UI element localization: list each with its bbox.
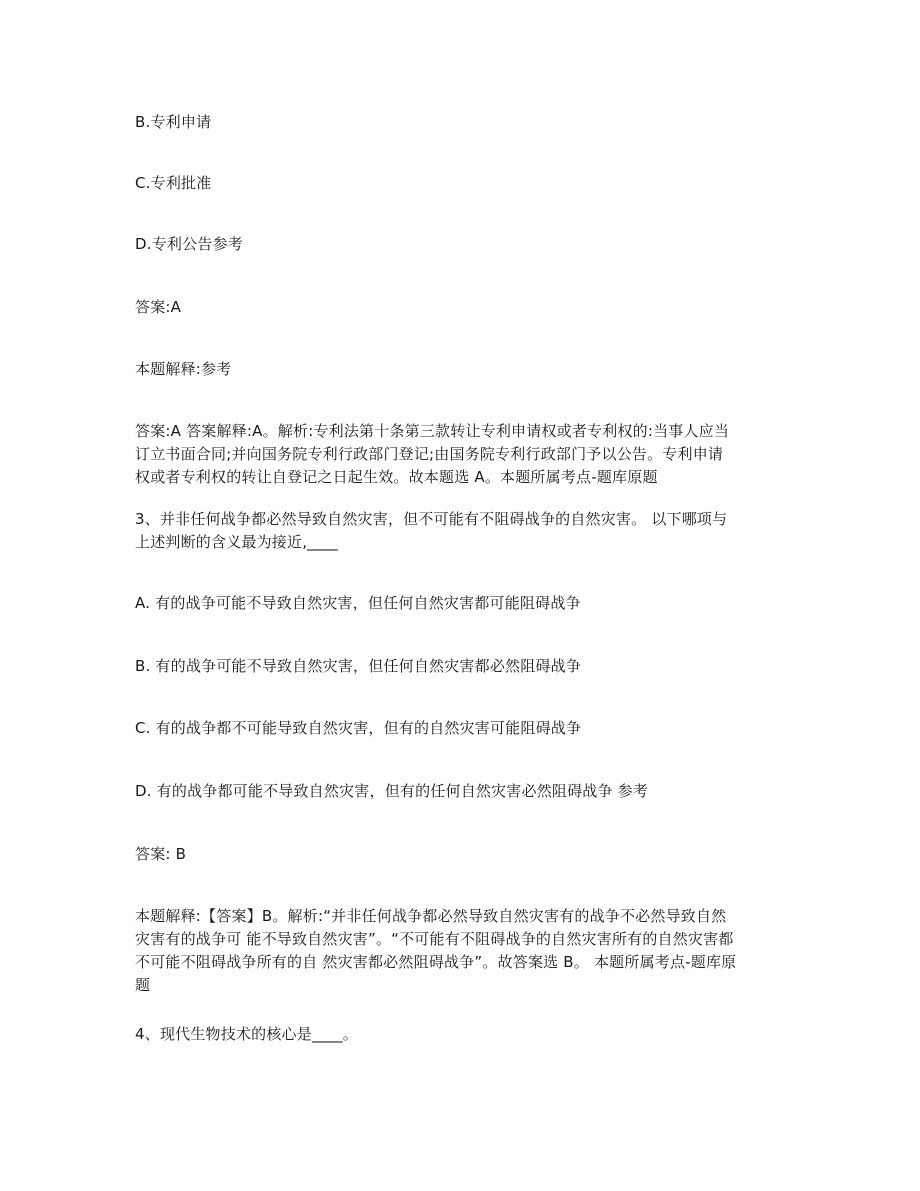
q3-option-c: C. 有的战争都不可能导致自然灾害，但有的自然灾害可能阻碍战争	[135, 719, 582, 737]
q2-option-d: D.专利公告参考	[135, 235, 243, 253]
q2-explanation-line-1: 答案:A 答案解释:A。解析:专利法第十条第三款转让专利申请权或者专利权的:当事人应当	[135, 422, 730, 440]
q2-explanation-line-3: 权或者专利权的转让自登记之日起生效。故本题选 A。本题所属考点-题库原题	[135, 468, 658, 486]
q3-answer: 答案: B	[135, 845, 187, 863]
q2-explain-label: 本题解释:参考	[135, 360, 232, 378]
q2-explanation-line-2: 订立书面合同;并向国务院专利行政部门登记;由国务院专利行政部门予以公告。专利申请	[135, 445, 724, 463]
q2-option-c: C.专利批准	[135, 174, 212, 192]
q4-question: 4、现代生物技术的核心是____。	[135, 1025, 358, 1043]
q3-option-a: A. 有的战争可能不导致自然灾害，但任何自然灾害都可能阻碍战争	[135, 594, 581, 612]
q3-explanation-line-4: 题	[135, 976, 151, 994]
q2-answer: 答案:A	[135, 298, 182, 316]
q3-question-line-1: 3、并非任何战争都必然导致自然灾害，但不可能有不阻碍战争的自然灾害。 以下哪项与	[135, 510, 728, 528]
q3-question-line-2: 上述判断的含义最为接近,____	[135, 533, 338, 551]
q3-explanation-line-3: 不可能不阻碍战争所有的自 然灾害都必然阻碍战争”。故答案选 B。 本题所属考点-题库原	[135, 953, 737, 971]
q3-option-d: D. 有的战争都可能不导致自然灾害，但有的任何自然灾害必然阻碍战争 参考	[135, 782, 649, 800]
q3-explanation-line-1: 本题解释:【答案】B。解析:“并非任何战争都必然导致自然灾害有的战争不必然导致自然	[135, 907, 727, 925]
q3-explanation-line-2: 灾害有的战争可 能不导致自然灾害”。“不可能有不阻碍战争的自然灾害所有的自然灾害都	[135, 930, 734, 948]
q2-option-b: B.专利申请	[135, 113, 212, 131]
q3-option-b: B. 有的战争可能不导致自然灾害，但任何自然灾害都必然阻碍战争	[135, 657, 582, 675]
